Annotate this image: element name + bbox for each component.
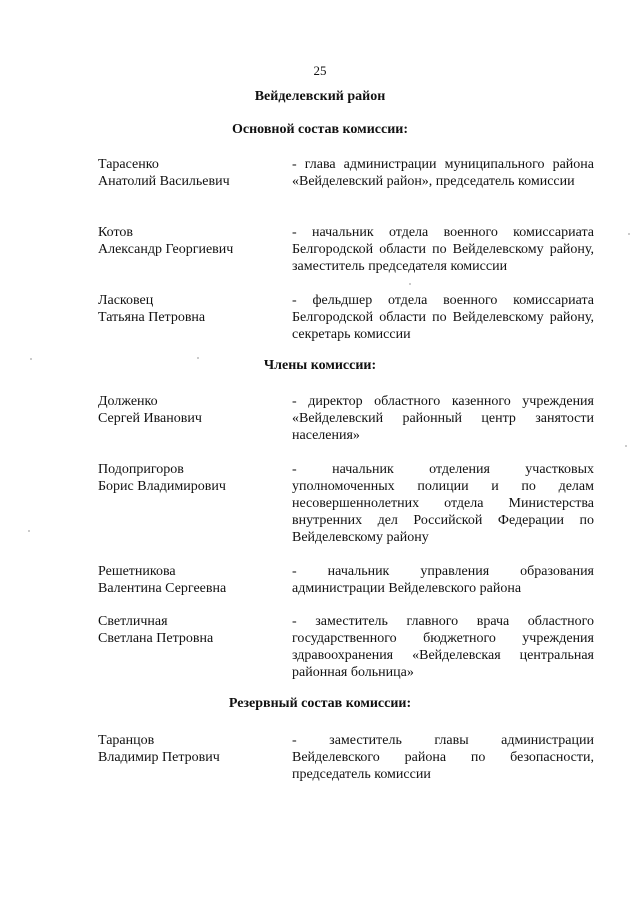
scan-speck — [197, 357, 199, 359]
section-heading-main: Основной состав комиссии: — [232, 122, 408, 137]
member-first-name: Сергей Иванович — [98, 411, 202, 426]
member-last-name: Решетникова — [98, 564, 176, 579]
member-first-name: Борис Владимирович — [98, 479, 226, 494]
member-role: - заместитель главы администрации Вейделевского района по безопасности, председатель комиссии — [292, 733, 594, 782]
member-role: - начальник отдела военного комиссариата Белгородской области по Вейделевскому району, заместитель председателя комиссии — [292, 225, 594, 274]
member-name — [98, 732, 278, 766]
member-last-name: Тарасенко — [98, 157, 159, 172]
member-role: - начальник отделения участковых уполномоченных полиции и по делам несовершеннолетних отдела Министерства внутренних дел Российской Федерации по Вейделевскому району — [292, 462, 594, 545]
section-heading-members: Члены комиссии: — [263, 358, 377, 373]
member-role: - фельдшер отдела военного комиссариата Белгородской области по Вейделевскому району, секретарь комиссии — [292, 293, 594, 342]
member-first-name: Татьяна Петровна — [98, 310, 206, 325]
member-role: - начальник управления образования администрации Вейделевского района — [292, 564, 594, 596]
member-name — [98, 613, 278, 647]
member-last-name: Таранцов — [98, 733, 155, 748]
page-number: 25 — [313, 63, 327, 78]
member-name — [98, 563, 278, 597]
member-name — [98, 393, 278, 427]
member-name — [98, 156, 278, 190]
scan-speck — [628, 233, 630, 235]
member-last-name: Светличная — [98, 614, 168, 629]
member-last-name: Котов — [98, 225, 133, 240]
member-first-name: Александр Георгиевич — [98, 242, 234, 257]
member-first-name: Светлана Петровна — [98, 631, 214, 646]
scan-speck — [30, 358, 32, 360]
scan-speck — [28, 530, 30, 532]
member-name — [98, 461, 278, 495]
member-name — [98, 292, 278, 326]
member-role: - глава администрации муниципального района «Вейделевский район», председатель комиссии — [292, 157, 594, 189]
member-role: - заместитель главного врача областного государственного бюджетного учреждения здравоохранения «Вейделевская центральная районная больница» — [292, 614, 594, 680]
member-last-name: Подопригоров — [98, 462, 184, 477]
member-last-name: Долженко — [98, 394, 158, 409]
scan-speck — [625, 445, 627, 447]
district-title: Вейделевский район — [254, 89, 386, 104]
member-first-name: Анатолий Васильевич — [98, 174, 230, 189]
member-name — [98, 224, 278, 258]
member-first-name: Владимир Петрович — [98, 750, 220, 765]
section-heading-reserve: Резервный состав комиссии: — [228, 696, 412, 711]
member-role: - директор областного казенного учреждения «Вейделевский районный центр занятости населения» — [292, 394, 594, 443]
scan-speck — [409, 283, 411, 285]
member-first-name: Валентина Сергеевна — [98, 581, 227, 596]
member-last-name: Ласковец — [98, 293, 154, 308]
